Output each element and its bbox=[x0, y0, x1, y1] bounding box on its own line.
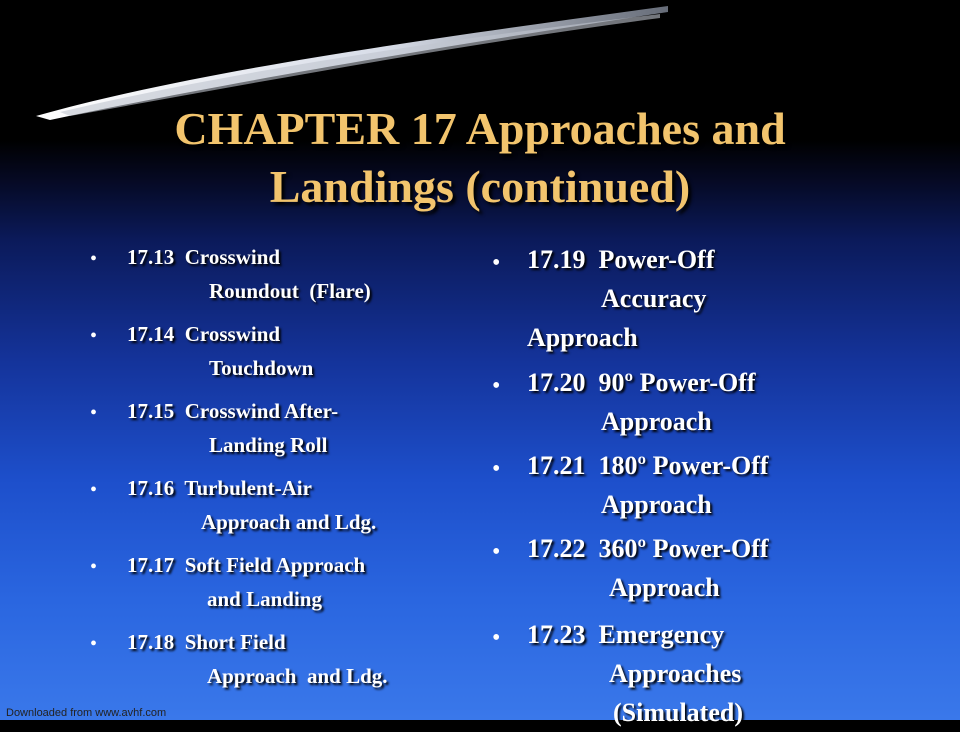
item-line: 17.16 Turbulent-Air bbox=[127, 476, 312, 500]
item-line: (Simulated) bbox=[613, 698, 743, 727]
bullet-icon: • bbox=[90, 556, 98, 578]
item-line: Approach and Ldg. bbox=[207, 664, 388, 688]
list-item bbox=[127, 471, 376, 539]
bullet-icon: • bbox=[90, 325, 98, 347]
list-item bbox=[527, 529, 769, 607]
item-line: 17.18 Short Field bbox=[127, 630, 286, 654]
list-item bbox=[127, 548, 365, 616]
item-line: Landing Roll bbox=[209, 433, 328, 457]
item-line: 17.15 Crosswind After- bbox=[127, 399, 339, 423]
bullet-icon: • bbox=[492, 373, 501, 399]
item-line: Approaches bbox=[609, 659, 742, 688]
item-line: 17.20 90º Power-Off bbox=[527, 368, 756, 397]
item-line: Approach bbox=[601, 407, 712, 436]
bullet-icon: • bbox=[492, 456, 501, 482]
source-footer: Downloaded from www.avhf.com bbox=[6, 707, 167, 719]
list-item bbox=[527, 363, 756, 441]
bullet-icon: • bbox=[492, 625, 501, 651]
item-line: 17.19 Power-Off bbox=[527, 245, 715, 274]
item-line: and Landing bbox=[207, 587, 322, 611]
item-line: 17.13 Crosswind bbox=[127, 245, 281, 269]
list-item bbox=[127, 317, 313, 385]
list-item bbox=[527, 240, 714, 357]
item-line: 17.23 Emergency bbox=[527, 620, 725, 649]
item-line: 17.17 Soft Field Approach bbox=[127, 553, 366, 577]
item-line: Approach bbox=[601, 490, 712, 519]
bullet-icon: • bbox=[90, 248, 98, 270]
bullet-icon: • bbox=[492, 250, 501, 276]
list-item bbox=[127, 240, 371, 308]
item-line: 17.21 180º Power-Off bbox=[527, 451, 769, 480]
list-item bbox=[527, 615, 743, 732]
item-line: Approach bbox=[527, 323, 638, 352]
title-line-2: Landings (continued) bbox=[269, 161, 691, 212]
list-item bbox=[527, 446, 769, 524]
bullet-icon: • bbox=[90, 402, 98, 424]
slide-title bbox=[0, 100, 960, 216]
item-line: 17.14 Crosswind bbox=[127, 322, 281, 346]
list-item bbox=[127, 625, 388, 693]
bullet-icon: • bbox=[90, 479, 98, 501]
title-line-1: CHAPTER 17 Approaches and bbox=[174, 103, 786, 154]
bullet-icon: • bbox=[90, 633, 98, 655]
item-line: 17.22 360º Power-Off bbox=[527, 534, 769, 563]
bullet-icon: • bbox=[492, 539, 501, 565]
item-line: Approach bbox=[609, 573, 720, 602]
item-line: Approach and Ldg. bbox=[201, 510, 377, 534]
item-line: Roundout (Flare) bbox=[209, 279, 371, 303]
item-line: Accuracy bbox=[601, 284, 707, 313]
list-item bbox=[127, 394, 338, 462]
item-line: Touchdown bbox=[209, 356, 314, 380]
